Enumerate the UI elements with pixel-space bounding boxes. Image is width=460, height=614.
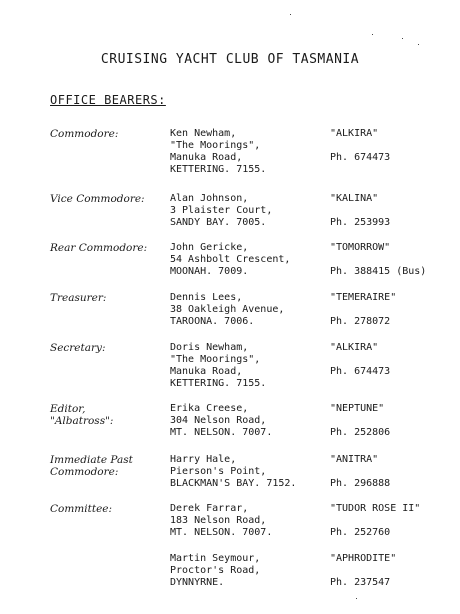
role-label — [50, 454, 165, 478]
address-line: "The Moorings", — [170, 140, 261, 151]
yacht-name: "APHRODITE" — [330, 553, 397, 564]
spacer — [330, 304, 455, 316]
address-line: 3 Plaister Court, — [170, 205, 273, 216]
address-line: Ken Newham, — [170, 128, 237, 139]
address-line: Alan Johnson, — [170, 193, 249, 204]
spacer — [330, 415, 455, 427]
role-line: Commodore: — [50, 466, 119, 478]
phone-number: Ph. 253993 — [330, 217, 391, 228]
spacer — [330, 515, 455, 527]
phone-number: Ph. 388415 (Bus) — [330, 266, 427, 277]
address-line: DYNNYRNE. — [170, 577, 225, 588]
yacht-name: "TOMORROW" — [330, 242, 391, 253]
role-label — [50, 503, 165, 515]
yacht-name: "ANITRA" — [330, 454, 379, 465]
address-line: MT. NELSON. 7007. — [170, 527, 273, 538]
role-line: Editor, — [50, 403, 86, 415]
phone-number: Ph. 252806 — [330, 427, 391, 438]
address-block — [170, 454, 330, 490]
role-label — [50, 193, 165, 205]
spacer — [330, 565, 455, 577]
role-line: "Albatross": — [50, 415, 114, 427]
scan-speck — [290, 14, 291, 15]
phone-number: Ph. 296888 — [330, 478, 391, 489]
yacht-contact — [330, 342, 455, 378]
address-line: Proctor's Road, — [170, 565, 261, 576]
address-line: Pierson's Point, — [170, 466, 267, 477]
address-line: MT. NELSON. 7007. — [170, 427, 273, 438]
address-line: KETTERING. 7155. — [170, 164, 267, 175]
address-block — [170, 128, 330, 176]
spacer — [330, 205, 455, 217]
address-line: "The Moorings", — [170, 354, 261, 365]
yacht-name: "ALKIRA" — [330, 342, 379, 353]
address-line: Manuka Road, — [170, 152, 243, 163]
address-line: 54 Ashbolt Crescent, — [170, 254, 291, 265]
role-label — [50, 342, 165, 354]
address-line: Martin Seymour, — [170, 553, 261, 564]
role-label — [50, 128, 165, 140]
spacer — [330, 354, 455, 366]
document-title: CRUISING YACHT CLUB OF TASMANIA — [100, 52, 360, 67]
spacer — [330, 140, 455, 152]
address-block — [170, 503, 330, 539]
spacer — [330, 466, 455, 478]
scan-speck — [402, 38, 403, 39]
role-line: Vice Commodore: — [50, 193, 145, 205]
address-block — [170, 242, 330, 278]
role-line: Immediate Past — [50, 454, 133, 466]
address-line: Derek Farrar, — [170, 503, 249, 514]
phone-number: Ph. 252760 — [330, 527, 391, 538]
role-label — [50, 292, 165, 304]
address-line: Doris Newham, — [170, 342, 249, 353]
yacht-contact — [330, 403, 455, 439]
phone-number: Ph. 674473 — [330, 152, 391, 163]
address-line: Harry Hale, — [170, 454, 237, 465]
role-line: Rear Commodore: — [50, 242, 148, 254]
address-line: Erika Creese, — [170, 403, 249, 414]
role-label — [50, 242, 165, 254]
address-line: KETTERING. 7155. — [170, 378, 267, 389]
address-line: Dennis Lees, — [170, 292, 243, 303]
address-line: John Gericke, — [170, 242, 249, 253]
scan-speck — [356, 598, 357, 599]
spacer — [330, 254, 455, 266]
address-line: Manuka Road, — [170, 366, 243, 377]
yacht-name: "KALINA" — [330, 193, 379, 204]
phone-number: Ph. 237547 — [330, 577, 391, 588]
address-line: SANDY BAY. 7005. — [170, 217, 267, 228]
address-line: 38 Oakleigh Avenue, — [170, 304, 285, 315]
address-line: MOONAH. 7009. — [170, 266, 249, 277]
address-block — [170, 292, 330, 328]
role-line: Secretary: — [50, 342, 106, 354]
yacht-name: "ALKIRA" — [330, 128, 379, 139]
address-block — [170, 553, 330, 589]
address-line: 304 Nelson Road, — [170, 415, 267, 426]
yacht-contact — [330, 292, 455, 328]
address-line: TAROONA. 7006. — [170, 316, 255, 327]
section-heading: OFFICE BEARERS: — [50, 93, 166, 107]
yacht-contact — [330, 454, 455, 490]
yacht-name: "NEPTUNE" — [330, 403, 385, 414]
role-label — [50, 403, 165, 427]
role-line: Committee: — [50, 503, 113, 515]
role-line: Treasurer: — [50, 292, 107, 304]
address-block — [170, 342, 330, 390]
yacht-contact — [330, 553, 455, 589]
role-line: Commodore: — [50, 128, 119, 140]
phone-number: Ph. 674473 — [330, 366, 391, 377]
yacht-contact — [330, 242, 455, 278]
yacht-contact — [330, 503, 455, 539]
address-block — [170, 193, 330, 229]
yacht-contact — [330, 128, 455, 164]
phone-number: Ph. 278072 — [330, 316, 391, 327]
yacht-contact — [330, 193, 455, 229]
scan-speck — [372, 34, 373, 35]
address-line: 183 Nelson Road, — [170, 515, 267, 526]
address-block — [170, 403, 330, 439]
yacht-name: "TEMERAIRE" — [330, 292, 397, 303]
yacht-name: "TUDOR ROSE II" — [330, 503, 421, 514]
address-line: BLACKMAN'S BAY. 7152. — [170, 478, 297, 489]
scan-speck — [418, 44, 419, 45]
